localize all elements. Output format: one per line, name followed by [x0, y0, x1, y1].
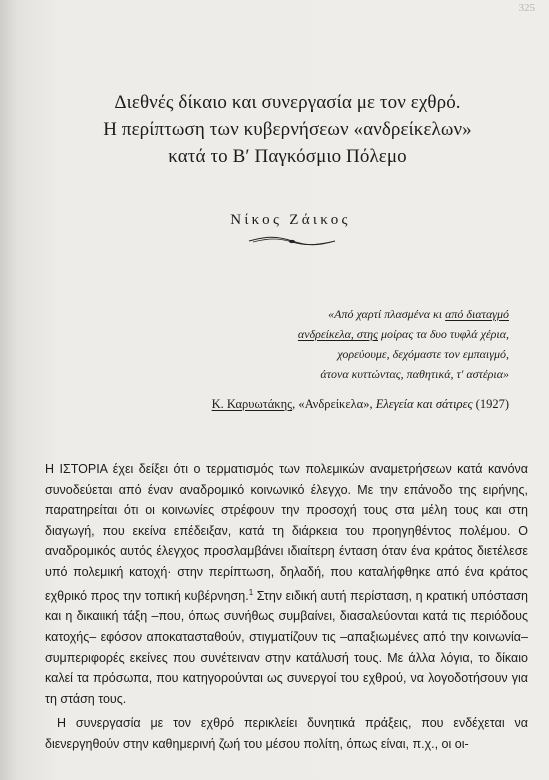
- attribution-book: Ελεγεία και σάτιρες: [375, 397, 473, 411]
- attribution-poem: , «Ανδρείκελα»,: [292, 397, 376, 411]
- author-name: Νίκος Ζάικος: [230, 212, 351, 228]
- title-line-2: Η περίπτωση των κυβερνήσεων «ανδρείκελων»: [103, 119, 472, 140]
- attribution-author: Κ. Καρυωτάκης: [211, 397, 293, 411]
- title-line-3: κατά το Β′ Παγκόσμιο Πόλεμο: [168, 146, 407, 167]
- epigraph-attribution: [212, 397, 509, 412]
- title-line-1: Διεθνές δίκαιο και συνεργασία με τον εχθρό.: [114, 92, 461, 113]
- page-number: 325: [518, 2, 535, 14]
- epigraph-line-4: άτονα κυττώντας, παθητικά, τ' αστέρια»: [320, 367, 509, 381]
- footnote-marker: 1: [248, 587, 254, 597]
- epigraph-line-2: ανδρείκελα, στης μοίρας τα δυο τυφλά χέρια,: [297, 327, 509, 341]
- ornament-divider: [247, 234, 337, 248]
- paragraph-1: Η ΙΣΤΟΡΙΑ έχει δείξει ότι ο τερματισμός των πολεμικών αναμετρήσεων κατά κανόνα συνοδεύεται από έναν αναδρομικό κοινωνικό έλεγχο. Με την επάνοδο της ειρήνης, παρατηρείται ότι οι κοινωνίες στρέφουν την προσοχή τους στα μέλη τους και στη διαγωγή, που εκείνα επέδειξαν, κατά τη διάρκεια του προηγηθέντος πολέμου. Ο αναδρομικός αυτός έλεγχος προσλαμβάνει ιδιαίτερη ένταση όταν ένα κράτος διετέλεσε υπό πολεμική κατοχή· στην περίπτωση, δηλαδή, που καταλήφθηκε από ένα κράτος εχθρικό προς την τοπική κυβέρνηση.$^1$ Στην ειδική αυτή περίσταση, η κρατική υπόσταση και η δικαιική τάξη –που, όπως συνήθως συμβαίνει, διασαλεύονται κατά τις περιόδους κατοχής– εφόσον αποκατασταθούν, στιγματίζουν τις –απαξιωμένες από την κοινωνία– συμπεριφορές εκείνες που συνέτειναν στην κατάλυσή τους. Με άλλα λόγια, το δίκαιο καλεί τα πρόσωπα, που κατηγορούνται ως συνεργοί του εχθρού, να λογοδοτήσουν για τη στάση τους.: [45, 462, 528, 706]
- article-title: [60, 89, 515, 170]
- dropcap-lead: Η ΙΣΤΟΡΙΑ: [45, 462, 108, 476]
- epigraph-line-3: χορεύουμε, δεχόμαστε τον εμπαιγμό,: [337, 347, 509, 361]
- paragraph-2: Η συνεργασία με τον εχθρό περικλείει δυνητικά πράξεις, που ενδέχεται να διενεργηθούν στην καθημερινή ζωή του μέσου πολίτη, όπως είναι, π.χ., οι οι-: [45, 716, 528, 751]
- epigraph: [209, 304, 509, 384]
- body-text: [45, 459, 528, 754]
- epigraph-line-1: «Από χαρτί πλασμένα κι από διαταγμό: [328, 307, 509, 321]
- attribution-year: (1927): [472, 397, 509, 411]
